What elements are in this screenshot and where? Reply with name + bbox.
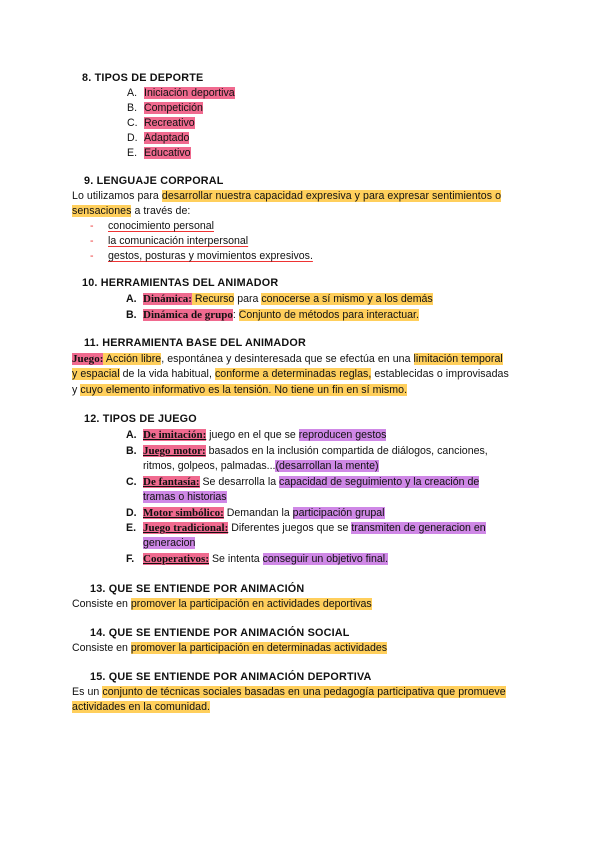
list-item: - la comunicación interpersonal xyxy=(90,235,249,247)
paragraph-animacion-social: Consiste en promover la participación en determinadas actividades xyxy=(72,642,388,654)
list-item-continuation: tramas o historias xyxy=(143,491,227,503)
list-item-continuation: ritmos, golpeos, palmadas...(desarrollan la mente) xyxy=(143,460,379,472)
list-item: E. Educativo xyxy=(127,147,191,159)
list-item: B. Competición xyxy=(127,102,203,114)
heading-herramientas-del-animador: 10. HERRAMIENTAS DEL ANIMADOR xyxy=(82,277,279,289)
list-item: C. Recreativo xyxy=(127,117,195,129)
heading-tipos-de-juego: 12. TIPOS DE JUEGO xyxy=(84,413,197,425)
heading-animacion-deportiva: 15. QUE SE ENTIENDE POR ANIMACIÓN DEPORTIVA xyxy=(90,671,372,683)
paragraph-lenguaje-corporal: Lo utilizamos para desarrollar nuestra capacidad expresiva y para expresar sentimientos o sensaciones a través de: xyxy=(72,190,502,218)
list-item: B. Dinámica de grupo: Conjunto de métodos para interactuar. xyxy=(126,309,419,321)
heading-tipos-de-deporte: 8. TIPOS DE DEPORTE xyxy=(82,72,204,84)
list-item: D. Motor simbólico: Demandan la participación grupal xyxy=(126,507,385,519)
heading-animacion: 13. QUE SE ENTIENDE POR ANIMACIÓN xyxy=(90,583,305,595)
list-item-continuation: generacion xyxy=(143,537,196,549)
paragraph-animacion-deportiva: Es un conjunto de técnicas sociales basadas en una pedagogía participativa que promueve actividades en la comunidad. xyxy=(72,686,506,714)
paragraph-animacion: Consiste en promover la participación en actividades deportivas xyxy=(72,598,372,610)
list-item: D. Adaptado xyxy=(127,132,190,144)
list-item: B. Juego motor: basados en la inclusión compartida de diálogos, canciones, xyxy=(126,445,488,457)
list-item: A. De imitación: juego en el que se reproducen gestos xyxy=(126,429,387,441)
list-item: C. De fantasía: Se desarrolla la capacidad de seguimiento y la creación de xyxy=(126,476,480,488)
list-item: A. Dinámica: Recurso para conocerse a sí mismo y a los demás xyxy=(126,293,433,305)
list-item: F. Cooperativos: Se intenta conseguir un objetivo final. xyxy=(126,553,389,565)
list-item: A. Iniciación deportiva xyxy=(127,87,235,99)
heading-lenguaje-corporal: 9. LENGUAJE CORPORAL xyxy=(84,175,224,187)
list-item: E. Juego tradicional: Diferentes juegos que se transmiten de generacion en xyxy=(126,522,486,534)
list-item: - gestos, posturas y movimientos expresivos. xyxy=(90,250,313,262)
paragraph-juego: Juego: Acción libre, espontánea y desinteresada que se efectúa en una limitación temporal y espacial de la vida habitual, conforme a determinadas reglas, establecidas o improvisadas y cuyo elemento informativo es la tensión. No tiene un fin en sí mismo. xyxy=(72,353,509,396)
heading-herramienta-base: 11. HERRAMIENTA BASE DEL ANIMADOR xyxy=(84,337,306,349)
list-item: - conocimiento personal xyxy=(90,220,214,232)
heading-animacion-social: 14. QUE SE ENTIENDE POR ANIMACIÓN SOCIAL xyxy=(90,627,350,639)
